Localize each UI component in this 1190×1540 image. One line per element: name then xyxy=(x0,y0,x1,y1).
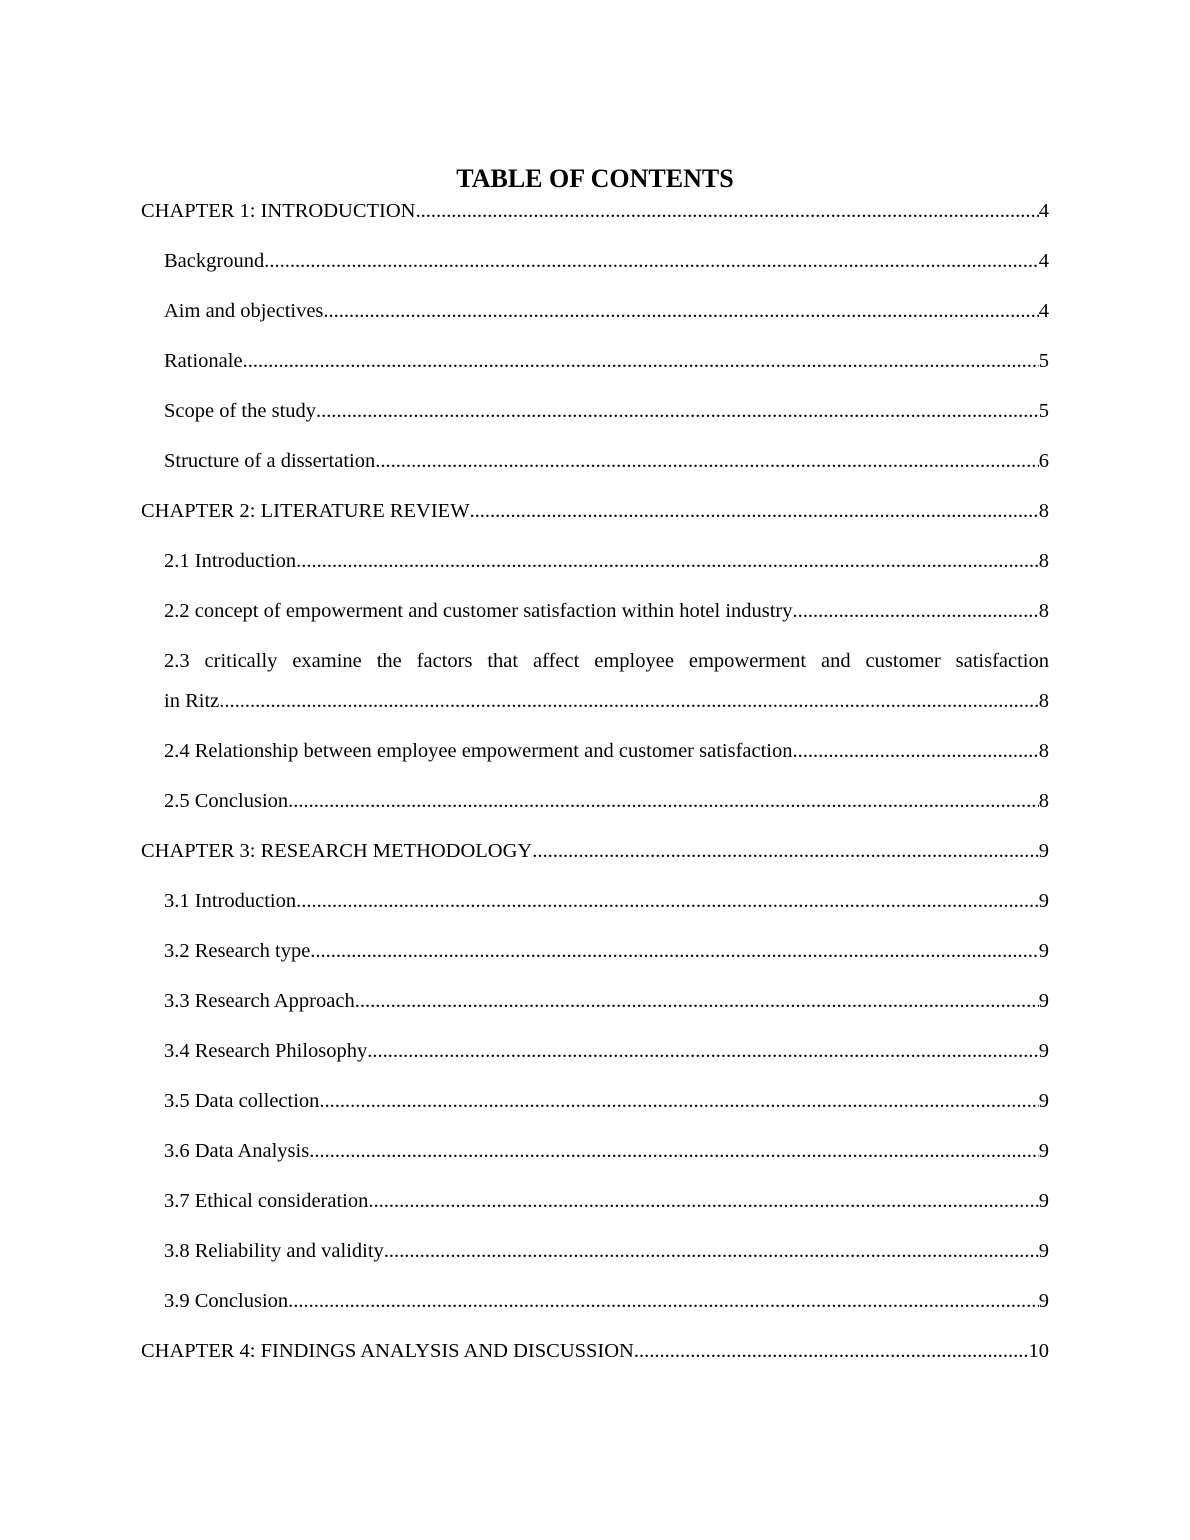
toc-entry-3-8[interactable] xyxy=(164,1236,1049,1266)
toc-entry-label: 3.3 Research Approach xyxy=(164,990,355,1012)
toc-entry-2-2[interactable] xyxy=(164,596,1049,626)
toc-leader-dots xyxy=(793,596,1039,626)
toc-page-number: 10 xyxy=(1028,1340,1049,1362)
toc-entry-background[interactable] xyxy=(164,246,1049,276)
toc-entry-label: CHAPTER 4: FINDINGS ANALYSIS AND DISCUSSION xyxy=(141,1340,634,1362)
toc-leader-dots xyxy=(264,246,1039,276)
toc-entry-3-6[interactable] xyxy=(164,1136,1049,1166)
toc-entry-label-line-2: in Ritz xyxy=(164,690,220,712)
toc-entry-label: 2.4 Relationship between employee empowerment and customer satisfaction xyxy=(164,740,793,762)
toc-entry-label: 2.2 concept of empowerment and customer satisfaction within hotel industry xyxy=(164,600,793,622)
toc-entry-label: 2.1 Introduction xyxy=(164,550,297,572)
toc-page-number: 8 xyxy=(1038,500,1049,522)
toc-leader-dots xyxy=(368,1186,1038,1216)
toc-entry-3-9[interactable] xyxy=(164,1286,1049,1316)
toc-page-number: 9 xyxy=(1038,990,1049,1012)
toc-entry-label: Aim and objectives xyxy=(164,300,324,322)
toc-leader-dots xyxy=(792,736,1038,766)
toc-page-number: 9 xyxy=(1038,1290,1049,1312)
toc-entry-label: Rationale xyxy=(164,350,243,372)
toc-entry-2-3[interactable] xyxy=(164,646,1049,716)
toc-entry-2-5[interactable] xyxy=(164,786,1049,816)
toc-entry-structure-of-a-dissertation[interactable] xyxy=(164,446,1049,476)
toc-leader-dots xyxy=(355,986,1039,1016)
toc-entry-3-2[interactable] xyxy=(164,936,1049,966)
toc-page-number: 9 xyxy=(1038,1190,1049,1212)
toc-page-number: 4 xyxy=(1038,250,1049,272)
toc-leader-dots xyxy=(310,936,1038,966)
toc-entry-label: CHAPTER 3: RESEARCH METHODOLOGY xyxy=(141,840,533,862)
toc-leader-dots xyxy=(309,1136,1039,1166)
toc-page-number: 4 xyxy=(1038,200,1049,222)
toc-page-number: 8 xyxy=(1038,550,1049,572)
toc-entry-2-1[interactable] xyxy=(164,546,1049,576)
toc-entry-3-1[interactable] xyxy=(164,886,1049,916)
toc-page-number: 8 xyxy=(1038,790,1049,812)
toc-leader-dots xyxy=(219,686,1039,716)
toc-entry-label: CHAPTER 2: LITERATURE REVIEW xyxy=(141,500,470,522)
toc-entry-chapter-1[interactable] xyxy=(141,196,1049,226)
toc-page-number: 9 xyxy=(1038,1140,1049,1162)
toc-leader-dots xyxy=(375,446,1039,476)
toc-leader-dots xyxy=(415,196,1038,226)
toc-leader-dots xyxy=(288,1286,1039,1316)
toc-leader-dots xyxy=(316,396,1039,426)
toc-page-number: 6 xyxy=(1038,450,1049,472)
toc-entry-label: 3.4 Research Philosophy xyxy=(164,1040,368,1062)
toc-page-number: 4 xyxy=(1038,300,1049,322)
toc-entry-label: 3.8 Reliability and validity xyxy=(164,1240,384,1262)
toc-entry-label: 3.2 Research type xyxy=(164,940,311,962)
toc-leader-dots xyxy=(296,886,1039,916)
toc-entry-label: 3.7 Ethical consideration xyxy=(164,1190,369,1212)
toc-entry-3-7[interactable] xyxy=(164,1186,1049,1216)
toc-leader-dots xyxy=(634,1336,1029,1366)
toc-entry-label: 3.1 Introduction xyxy=(164,890,297,912)
toc-page-number: 9 xyxy=(1038,1240,1049,1262)
toc-entry-label: Scope of the study xyxy=(164,400,317,422)
toc-page-number: 9 xyxy=(1038,1040,1049,1062)
toc-page-number: 5 xyxy=(1038,400,1049,422)
toc-leader-dots xyxy=(384,1236,1039,1266)
toc-entry-3-5[interactable] xyxy=(164,1086,1049,1116)
toc-entry-label: 2.5 Conclusion xyxy=(164,790,289,812)
toc-page-number: 5 xyxy=(1038,350,1049,372)
toc-page-number: 9 xyxy=(1038,840,1049,862)
toc-title: TABLE OF CONTENTS xyxy=(456,164,734,193)
toc-leader-dots xyxy=(470,496,1039,526)
toc-entry-label: Background xyxy=(164,250,265,272)
toc-leader-dots xyxy=(296,546,1039,576)
toc-entry-label: 3.5 Data collection xyxy=(164,1090,320,1112)
toc-leader-dots xyxy=(532,836,1039,866)
toc-entry-label-line-1: 2.3 critically examine the factors that affect employee empowerment and customer satisfaction xyxy=(164,650,1049,672)
toc-leader-dots xyxy=(243,346,1039,376)
toc-entry-chapter-2[interactable] xyxy=(141,496,1049,526)
toc-entry-label: CHAPTER 1: INTRODUCTION xyxy=(141,200,416,222)
toc-page-number: 9 xyxy=(1038,940,1049,962)
toc-entry-aim-and-objectives[interactable] xyxy=(164,296,1049,326)
toc-entry-2-4[interactable] xyxy=(164,736,1049,766)
toc-leader-dots xyxy=(323,296,1038,326)
toc-entry-scope-of-the-study[interactable] xyxy=(164,396,1049,426)
toc-page-number: 8 xyxy=(1038,600,1049,622)
toc-entry-label: Structure of a dissertation xyxy=(164,450,376,472)
toc-leader-dots xyxy=(319,1086,1038,1116)
toc-entry-3-4[interactable] xyxy=(164,1036,1049,1066)
toc-page-number: 8 xyxy=(1038,690,1049,712)
toc-entry-rationale[interactable] xyxy=(164,346,1049,376)
toc-leader-dots xyxy=(367,1036,1038,1066)
toc-page-number: 9 xyxy=(1038,1090,1049,1112)
toc-entry-label: 3.9 Conclusion xyxy=(164,1290,289,1312)
toc-page-number: 8 xyxy=(1038,740,1049,762)
toc-entry-3-3[interactable] xyxy=(164,986,1049,1016)
toc-leader-dots xyxy=(288,786,1039,816)
toc-entry-chapter-3[interactable] xyxy=(141,836,1049,866)
toc-entry-label: 3.6 Data Analysis xyxy=(164,1140,310,1162)
toc-page-number: 9 xyxy=(1038,890,1049,912)
toc-entry-chapter-4[interactable] xyxy=(141,1336,1049,1366)
